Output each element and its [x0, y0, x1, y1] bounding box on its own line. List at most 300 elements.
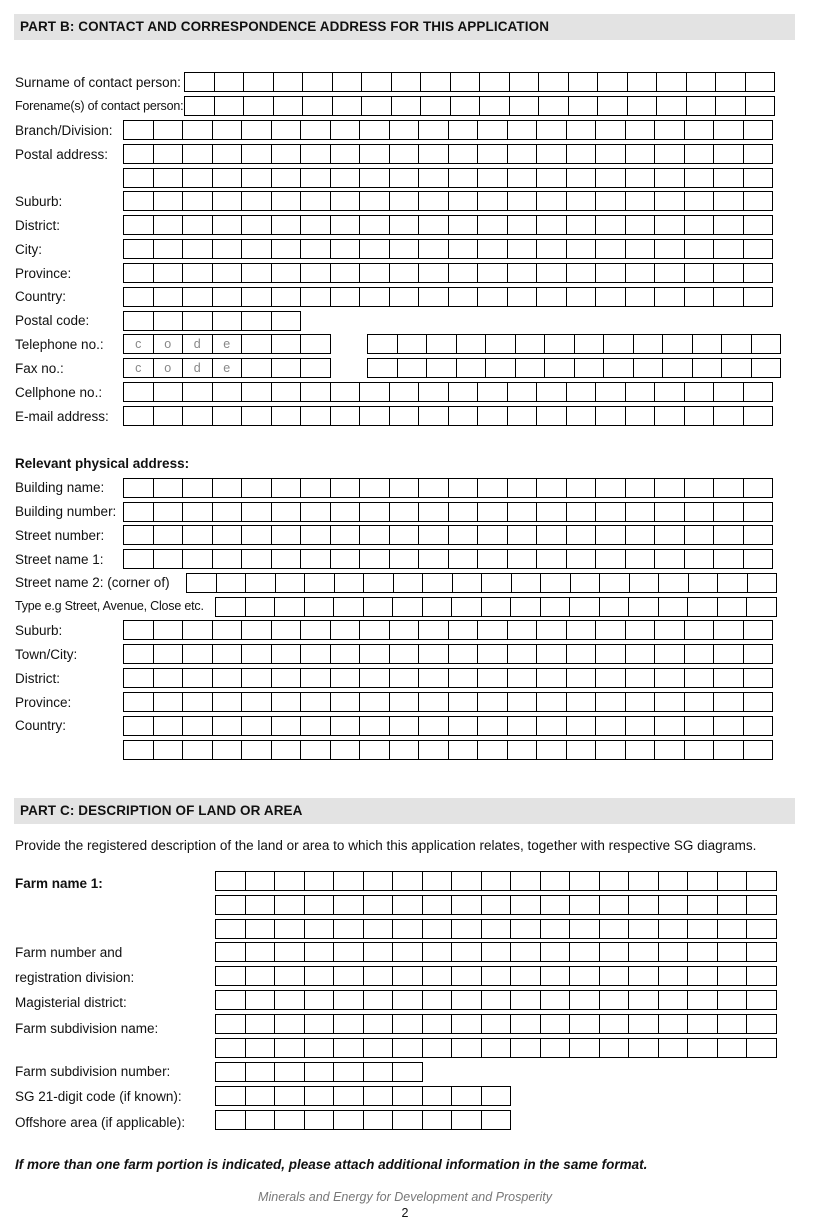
char-box[interactable]: [625, 144, 656, 164]
char-box[interactable]: [212, 287, 243, 307]
char-box[interactable]: [625, 239, 656, 259]
char-box[interactable]: [654, 168, 685, 188]
char-box[interactable]: [747, 573, 778, 593]
char-box[interactable]: [507, 549, 538, 569]
char-box[interactable]: [182, 525, 213, 545]
char-box[interactable]: [599, 871, 630, 891]
char-box[interactable]: [182, 502, 213, 522]
char-box[interactable]: [359, 406, 390, 426]
char-box[interactable]: [182, 311, 213, 331]
char-box[interactable]: [625, 668, 656, 688]
char-box[interactable]: [743, 382, 774, 402]
char-box[interactable]: [448, 215, 479, 235]
char-box[interactable]: [448, 168, 479, 188]
char-box[interactable]: [245, 1014, 276, 1034]
char-box[interactable]: [536, 716, 567, 736]
char-box[interactable]: [389, 191, 420, 211]
char-box[interactable]: [300, 239, 331, 259]
char-box[interactable]: [540, 990, 571, 1010]
char-box[interactable]: [536, 239, 567, 259]
char-box[interactable]: [687, 919, 718, 939]
char-box[interactable]: [628, 990, 659, 1010]
char-box[interactable]: [566, 525, 597, 545]
char-box[interactable]: [684, 525, 715, 545]
char-box[interactable]: [391, 72, 422, 92]
magisterial-boxes[interactable]: [215, 990, 777, 1010]
char-box[interactable]: [212, 478, 243, 498]
char-box[interactable]: [713, 287, 744, 307]
char-box[interactable]: [451, 1110, 482, 1130]
char-box[interactable]: [153, 525, 184, 545]
char-box[interactable]: [544, 334, 575, 354]
char-box[interactable]: [359, 263, 390, 283]
char-box[interactable]: [595, 716, 626, 736]
char-box[interactable]: [713, 644, 744, 664]
char-box[interactable]: [153, 239, 184, 259]
char-box[interactable]: [566, 406, 597, 426]
char-box[interactable]: [389, 215, 420, 235]
char-box[interactable]: [713, 168, 744, 188]
char-box[interactable]: [245, 1086, 276, 1106]
char-box[interactable]: [451, 966, 482, 986]
char-box[interactable]: [654, 644, 685, 664]
char-box[interactable]: [477, 644, 508, 664]
char-box[interactable]: [654, 287, 685, 307]
char-box[interactable]: [241, 144, 272, 164]
char-box[interactable]: [569, 597, 600, 617]
char-box[interactable]: [477, 478, 508, 498]
char-box[interactable]: [330, 382, 361, 402]
char-box[interactable]: [271, 478, 302, 498]
char-box[interactable]: [182, 716, 213, 736]
char-box[interactable]: [333, 966, 364, 986]
char-box[interactable]: [333, 871, 364, 891]
char-box[interactable]: [389, 168, 420, 188]
char-box[interactable]: [448, 668, 479, 688]
char-box[interactable]: [658, 919, 689, 939]
char-box[interactable]: [451, 942, 482, 962]
char-box[interactable]: [300, 692, 331, 712]
char-box[interactable]: [713, 382, 744, 402]
char-box[interactable]: [510, 1038, 541, 1058]
code-hint-box[interactable]: e: [212, 358, 243, 378]
char-box[interactable]: [212, 120, 243, 140]
char-box[interactable]: [540, 919, 571, 939]
char-box[interactable]: [687, 966, 718, 986]
char-box[interactable]: [509, 72, 540, 92]
char-box[interactable]: [662, 358, 693, 378]
char-box[interactable]: [684, 239, 715, 259]
char-box[interactable]: [153, 549, 184, 569]
char-box[interactable]: [746, 1014, 777, 1034]
char-box[interactable]: [654, 668, 685, 688]
physical-suburb-boxes[interactable]: [123, 620, 773, 640]
char-box[interactable]: [715, 72, 746, 92]
char-box[interactable]: [304, 895, 335, 915]
char-box[interactable]: [389, 668, 420, 688]
char-box[interactable]: [420, 96, 451, 116]
farm-number-boxes-1[interactable]: [215, 942, 777, 962]
char-box[interactable]: [743, 263, 774, 283]
char-box[interactable]: [300, 716, 331, 736]
char-box[interactable]: [507, 191, 538, 211]
char-box[interactable]: [713, 502, 744, 522]
char-box[interactable]: [654, 692, 685, 712]
char-box[interactable]: [304, 597, 335, 617]
char-box[interactable]: [477, 406, 508, 426]
char-box[interactable]: [300, 502, 331, 522]
char-box[interactable]: [507, 692, 538, 712]
char-box[interactable]: [569, 990, 600, 1010]
char-box[interactable]: [507, 740, 538, 760]
char-box[interactable]: [389, 120, 420, 140]
char-box[interactable]: [507, 668, 538, 688]
char-box[interactable]: [241, 620, 272, 640]
char-box[interactable]: [448, 620, 479, 640]
char-box[interactable]: [304, 1014, 335, 1034]
char-box[interactable]: [625, 644, 656, 664]
char-box[interactable]: [654, 740, 685, 760]
char-box[interactable]: [330, 406, 361, 426]
char-box[interactable]: [123, 620, 154, 640]
char-box[interactable]: [333, 919, 364, 939]
char-box[interactable]: [658, 942, 689, 962]
physical-country-boxes-2[interactable]: [123, 740, 773, 760]
char-box[interactable]: [274, 1014, 305, 1034]
char-box[interactable]: [330, 644, 361, 664]
char-box[interactable]: [212, 525, 243, 545]
char-box[interactable]: [717, 966, 748, 986]
char-box[interactable]: [333, 942, 364, 962]
char-box[interactable]: [713, 263, 744, 283]
char-box[interactable]: [456, 358, 487, 378]
char-box[interactable]: [625, 692, 656, 712]
char-box[interactable]: [304, 1086, 335, 1106]
char-box[interactable]: [507, 287, 538, 307]
char-box[interactable]: [418, 525, 449, 545]
char-box[interactable]: [212, 716, 243, 736]
char-box[interactable]: [477, 215, 508, 235]
char-box[interactable]: [746, 990, 777, 1010]
char-box[interactable]: [625, 620, 656, 640]
char-box[interactable]: [241, 168, 272, 188]
char-box[interactable]: [687, 942, 718, 962]
char-box[interactable]: [359, 668, 390, 688]
char-box[interactable]: [153, 716, 184, 736]
char-box[interactable]: [426, 358, 457, 378]
char-box[interactable]: [448, 692, 479, 712]
char-box[interactable]: [479, 96, 510, 116]
char-box[interactable]: [389, 716, 420, 736]
street-type-boxes[interactable]: [215, 597, 777, 617]
char-box[interactable]: [566, 263, 597, 283]
char-box[interactable]: [333, 1014, 364, 1034]
char-box[interactable]: [507, 478, 538, 498]
code-hint-box[interactable]: e: [212, 334, 243, 354]
city-boxes[interactable]: [123, 239, 773, 259]
char-box[interactable]: [333, 1038, 364, 1058]
char-box[interactable]: [273, 72, 304, 92]
char-box[interactable]: [330, 716, 361, 736]
char-box[interactable]: [509, 96, 540, 116]
char-box[interactable]: [153, 311, 184, 331]
char-box[interactable]: [625, 191, 656, 211]
physical-country-boxes-1[interactable]: [123, 716, 773, 736]
char-box[interactable]: [566, 478, 597, 498]
char-box[interactable]: [686, 72, 717, 92]
char-box[interactable]: [359, 287, 390, 307]
char-box[interactable]: [215, 871, 246, 891]
char-box[interactable]: [392, 942, 423, 962]
char-box[interactable]: [745, 96, 776, 116]
char-box[interactable]: [153, 740, 184, 760]
char-box[interactable]: [743, 215, 774, 235]
char-box[interactable]: [569, 1014, 600, 1034]
char-box[interactable]: [330, 120, 361, 140]
char-box[interactable]: [332, 96, 363, 116]
char-box[interactable]: [123, 168, 154, 188]
char-box[interactable]: [569, 919, 600, 939]
street-name1-boxes[interactable]: [123, 549, 773, 569]
char-box[interactable]: [153, 191, 184, 211]
char-box[interactable]: [713, 120, 744, 140]
char-box[interactable]: [684, 668, 715, 688]
char-box[interactable]: [599, 919, 630, 939]
char-box[interactable]: [713, 668, 744, 688]
char-box[interactable]: [212, 740, 243, 760]
char-box[interactable]: [389, 644, 420, 664]
char-box[interactable]: [271, 620, 302, 640]
char-box[interactable]: [418, 502, 449, 522]
char-box[interactable]: [477, 716, 508, 736]
char-box[interactable]: [300, 358, 331, 378]
physical-district-boxes[interactable]: [123, 668, 773, 688]
char-box[interactable]: [507, 644, 538, 664]
char-box[interactable]: [566, 120, 597, 140]
char-box[interactable]: [595, 263, 626, 283]
char-box[interactable]: [212, 168, 243, 188]
char-box[interactable]: [566, 191, 597, 211]
char-box[interactable]: [271, 215, 302, 235]
char-box[interactable]: [566, 144, 597, 164]
char-box[interactable]: [510, 942, 541, 962]
char-box[interactable]: [713, 215, 744, 235]
char-box[interactable]: [477, 144, 508, 164]
char-box[interactable]: [215, 966, 246, 986]
char-box[interactable]: [684, 502, 715, 522]
char-box[interactable]: [274, 895, 305, 915]
char-box[interactable]: [153, 620, 184, 640]
char-box[interactable]: [481, 895, 512, 915]
char-box[interactable]: [123, 239, 154, 259]
char-box[interactable]: [477, 120, 508, 140]
street-name2-boxes[interactable]: [186, 573, 777, 593]
char-box[interactable]: [330, 191, 361, 211]
char-box[interactable]: [389, 525, 420, 545]
char-box[interactable]: [361, 72, 392, 92]
char-box[interactable]: [182, 215, 213, 235]
char-box[interactable]: [333, 895, 364, 915]
char-box[interactable]: [448, 287, 479, 307]
char-box[interactable]: [569, 966, 600, 986]
char-box[interactable]: [654, 263, 685, 283]
char-box[interactable]: [658, 990, 689, 1010]
char-box[interactable]: [363, 895, 394, 915]
char-box[interactable]: [333, 990, 364, 1010]
char-box[interactable]: [743, 620, 774, 640]
char-box[interactable]: [304, 966, 335, 986]
char-box[interactable]: [271, 406, 302, 426]
char-box[interactable]: [717, 895, 748, 915]
char-box[interactable]: [243, 96, 274, 116]
char-box[interactable]: [392, 1086, 423, 1106]
char-box[interactable]: [359, 549, 390, 569]
char-box[interactable]: [713, 525, 744, 545]
fax-number-boxes[interactable]: [367, 358, 781, 378]
char-box[interactable]: [367, 334, 398, 354]
char-box[interactable]: [241, 692, 272, 712]
char-box[interactable]: [507, 144, 538, 164]
char-box[interactable]: [656, 72, 687, 92]
offshore-boxes[interactable]: [215, 1110, 511, 1130]
farm-name-boxes-2[interactable]: [215, 895, 777, 915]
town-boxes[interactable]: [123, 644, 773, 664]
char-box[interactable]: [392, 1062, 423, 1082]
char-box[interactable]: [654, 478, 685, 498]
char-box[interactable]: [595, 478, 626, 498]
char-box[interactable]: [422, 1038, 453, 1058]
char-box[interactable]: [746, 871, 777, 891]
char-box[interactable]: [599, 1014, 630, 1034]
char-box[interactable]: [123, 740, 154, 760]
char-box[interactable]: [332, 72, 363, 92]
char-box[interactable]: [448, 525, 479, 545]
char-box[interactable]: [746, 942, 777, 962]
char-box[interactable]: [448, 263, 479, 283]
char-box[interactable]: [481, 1014, 512, 1034]
char-box[interactable]: [599, 966, 630, 986]
char-box[interactable]: [241, 287, 272, 307]
char-box[interactable]: [245, 1110, 276, 1130]
char-box[interactable]: [418, 549, 449, 569]
char-box[interactable]: [510, 871, 541, 891]
building-number-boxes[interactable]: [123, 502, 773, 522]
char-box[interactable]: [568, 72, 599, 92]
char-box[interactable]: [625, 287, 656, 307]
char-box[interactable]: [746, 597, 777, 617]
char-box[interactable]: [658, 597, 689, 617]
province-boxes[interactable]: [123, 263, 773, 283]
char-box[interactable]: [300, 525, 331, 545]
char-box[interactable]: [392, 1038, 423, 1058]
char-box[interactable]: [422, 966, 453, 986]
char-box[interactable]: [212, 239, 243, 259]
char-box[interactable]: [271, 382, 302, 402]
char-box[interactable]: [684, 144, 715, 164]
char-box[interactable]: [245, 1038, 276, 1058]
char-box[interactable]: [330, 478, 361, 498]
char-box[interactable]: [595, 620, 626, 640]
char-box[interactable]: [628, 919, 659, 939]
char-box[interactable]: [123, 716, 154, 736]
char-box[interactable]: [273, 96, 304, 116]
char-box[interactable]: [595, 168, 626, 188]
char-box[interactable]: [625, 382, 656, 402]
char-box[interactable]: [359, 716, 390, 736]
char-box[interactable]: [629, 573, 660, 593]
physical-province-boxes[interactable]: [123, 692, 773, 712]
char-box[interactable]: [153, 263, 184, 283]
char-box[interactable]: [687, 1038, 718, 1058]
char-box[interactable]: [451, 1086, 482, 1106]
subdivision-name-boxes-1[interactable]: [215, 1014, 777, 1034]
char-box[interactable]: [363, 966, 394, 986]
char-box[interactable]: [241, 406, 272, 426]
char-box[interactable]: [451, 919, 482, 939]
char-box[interactable]: [746, 966, 777, 986]
char-box[interactable]: [510, 990, 541, 1010]
telephone-code-boxes[interactable]: [123, 334, 331, 354]
char-box[interactable]: [422, 990, 453, 1010]
char-box[interactable]: [241, 525, 272, 545]
char-box[interactable]: [751, 334, 782, 354]
char-box[interactable]: [536, 263, 567, 283]
char-box[interactable]: [389, 478, 420, 498]
char-box[interactable]: [367, 358, 398, 378]
char-box[interactable]: [684, 620, 715, 640]
char-box[interactable]: [540, 895, 571, 915]
char-box[interactable]: [451, 1038, 482, 1058]
char-box[interactable]: [569, 1038, 600, 1058]
char-box[interactable]: [717, 919, 748, 939]
subdivision-number-boxes[interactable]: [215, 1062, 423, 1082]
char-box[interactable]: [245, 895, 276, 915]
suburb-boxes[interactable]: [123, 191, 773, 211]
char-box[interactable]: [304, 990, 335, 1010]
char-box[interactable]: [628, 871, 659, 891]
char-box[interactable]: [359, 239, 390, 259]
char-box[interactable]: [330, 144, 361, 164]
char-box[interactable]: [595, 215, 626, 235]
char-box[interactable]: [212, 191, 243, 211]
char-box[interactable]: [212, 263, 243, 283]
char-box[interactable]: [123, 287, 154, 307]
char-box[interactable]: [363, 990, 394, 1010]
char-box[interactable]: [481, 1086, 512, 1106]
char-box[interactable]: [507, 215, 538, 235]
char-box[interactable]: [684, 120, 715, 140]
char-box[interactable]: [418, 620, 449, 640]
char-box[interactable]: [300, 215, 331, 235]
char-box[interactable]: [684, 168, 715, 188]
char-box[interactable]: [603, 358, 634, 378]
char-box[interactable]: [713, 549, 744, 569]
char-box[interactable]: [274, 597, 305, 617]
char-box[interactable]: [330, 525, 361, 545]
char-box[interactable]: [662, 334, 693, 354]
char-box[interactable]: [392, 919, 423, 939]
branch-boxes[interactable]: [123, 120, 773, 140]
char-box[interactable]: [684, 740, 715, 760]
char-box[interactable]: [212, 382, 243, 402]
char-box[interactable]: [391, 96, 422, 116]
char-box[interactable]: [274, 1110, 305, 1130]
char-box[interactable]: [418, 215, 449, 235]
char-box[interactable]: [241, 549, 272, 569]
char-box[interactable]: [215, 1038, 246, 1058]
char-box[interactable]: [595, 525, 626, 545]
char-box[interactable]: [422, 942, 453, 962]
